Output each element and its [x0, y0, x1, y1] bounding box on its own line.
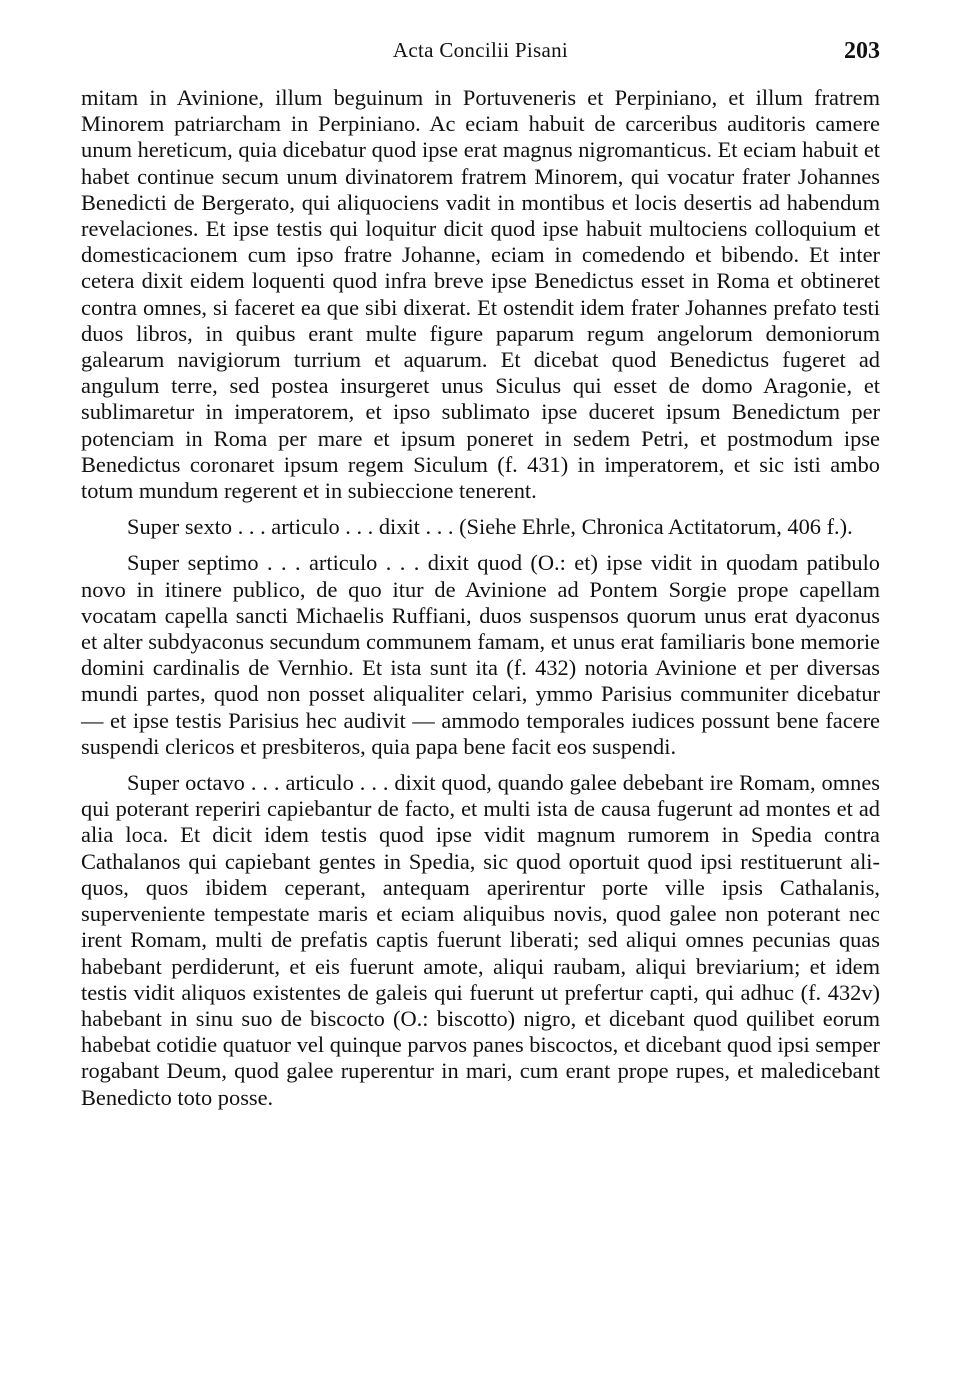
- running-header: [81, 34, 880, 68]
- paragraph: Super octavo . . . articulo . . . dixit quod, quando galee debebant ire Romam, omnes qui poterant reperiri capiebantur de facto, et multi ista de causa fugerunt ad montes et ad alia loca. Et dicit idem testis quod ipse vidit magnum rumorem in Spedia contra Cathalanos qui capiebant gentes in Spedia, sic quod oportuit quod ipsi restituerunt aliquos, quos ibidem ceperant, antequam aperirentur porte ville ipsis Cathalanis, superveniente tempestate maris et eciam aliquibus novis, quod galee non poterant nec irent Romam, multi de prefatis captis fuerunt liberati; sed aliqui omnes pecunias quas habebant perdiderunt, et eis fuerunt amote, aliqui raubam, aliqui breviarium; et idem testis vidit aliquos existentes de galeis qui fuerunt ut prefertur capti, qui adhuc (f. 432v) habebant in sinu suo de biscocto (O.: biscotto) nigro, et dicebant quod quilibet eorum habebat cotidie quatuor vel quinque parvos panes biscoctos, et dicebant quod ipsi semper rogabant Deum, quod galee ruperentur in mari, cum erant prope rupes, et maledicebant Benedicto toto posse.: [81, 770, 881, 1110]
- page-number: 203: [844, 38, 880, 64]
- running-title: Acta Concilii Pisani: [392, 38, 569, 62]
- paragraph: mitam in Avinione, illum beguinum in Portuveneris et Perpiniano, et illum fratrem Minorem patriarcham in Perpiniano. Ac eciam habuit de carceribus auditoris camere unum hereticum, quia dicebatur quod ipse erat magnus nigromanticus. Et eciam habuit et habet continue secum unum divinatorem fratrem Minorem, qui vocatur frater Johannes Benedicti de Bergerato, qui aliquociens vadit in montibus et locis desertis ad habendum revelaciones. Et ipse testis qui loquitur dicit quod ipse habuit multociens colloquium et domesticacionem cum ipso fratre Johanne, eciam in comedendo et bibendo. Et inter cetera dixit eidem loquenti quod infra breve ipse Benedictus esset in Roma et obtineret contra omnes, si faceret ea que sibi dixerat. Et ostendit idem frater Johannes prefato testi duos libros, in quibus erant multe figure paparum regum angelorum demoniorum galearum navigiorum turrium et aquarum. Et dicebat quod Benedictus fugeret ad angulum terre, sed postea insurgeret unus Siculus qui esset de domo Aragonie, et sublimaretur in imperatorem, et ipso sublimato ipse duceret ipsum Benedictum per potenciam in Roma per mare et ipsum poneret in sedem Petri, et postmodum ipse Benedictus coronaret ipsum regem Siculum (f. 431) in imperatorem, et sic isti ambo totum mundum regerent et in subieccione tenerent.: [81, 85, 880, 504]
- paragraph: Super sexto . . . articulo . . . dixit . . . (Siehe Ehrle, Chronica Actitatorum, 406 f.).: [127, 514, 853, 540]
- paragraph: Super septimo . . . articulo . . . dixit quod (O.: et) ipse vidit in quodam patibulo novo in itinere publico, de quo itur de Avinione ad Pontem Sorgie prope capellam vocatam capella sancti Michaelis Ruffiani, duos suspensos quorum unus erat dyaconus et alter subdyaconus secundum communem famam, et unus erat familiaris bone memorie domini cardinalis de Vernhio. Et ista sunt ita (f. 432) notoria Avinione et per diversas mundi partes, quod non posset aliqualiter celari, ymmo Parisius communiter dicebatur — et ipse testis Parisius hec audivit — ammodo temporales iudices possunt bene facere suspendi clericos et presbiteros, quia papa bene facit eos suspendi.: [81, 550, 880, 759]
- body-text: [81, 85, 880, 1111]
- document-page: [81, 34, 880, 1111]
